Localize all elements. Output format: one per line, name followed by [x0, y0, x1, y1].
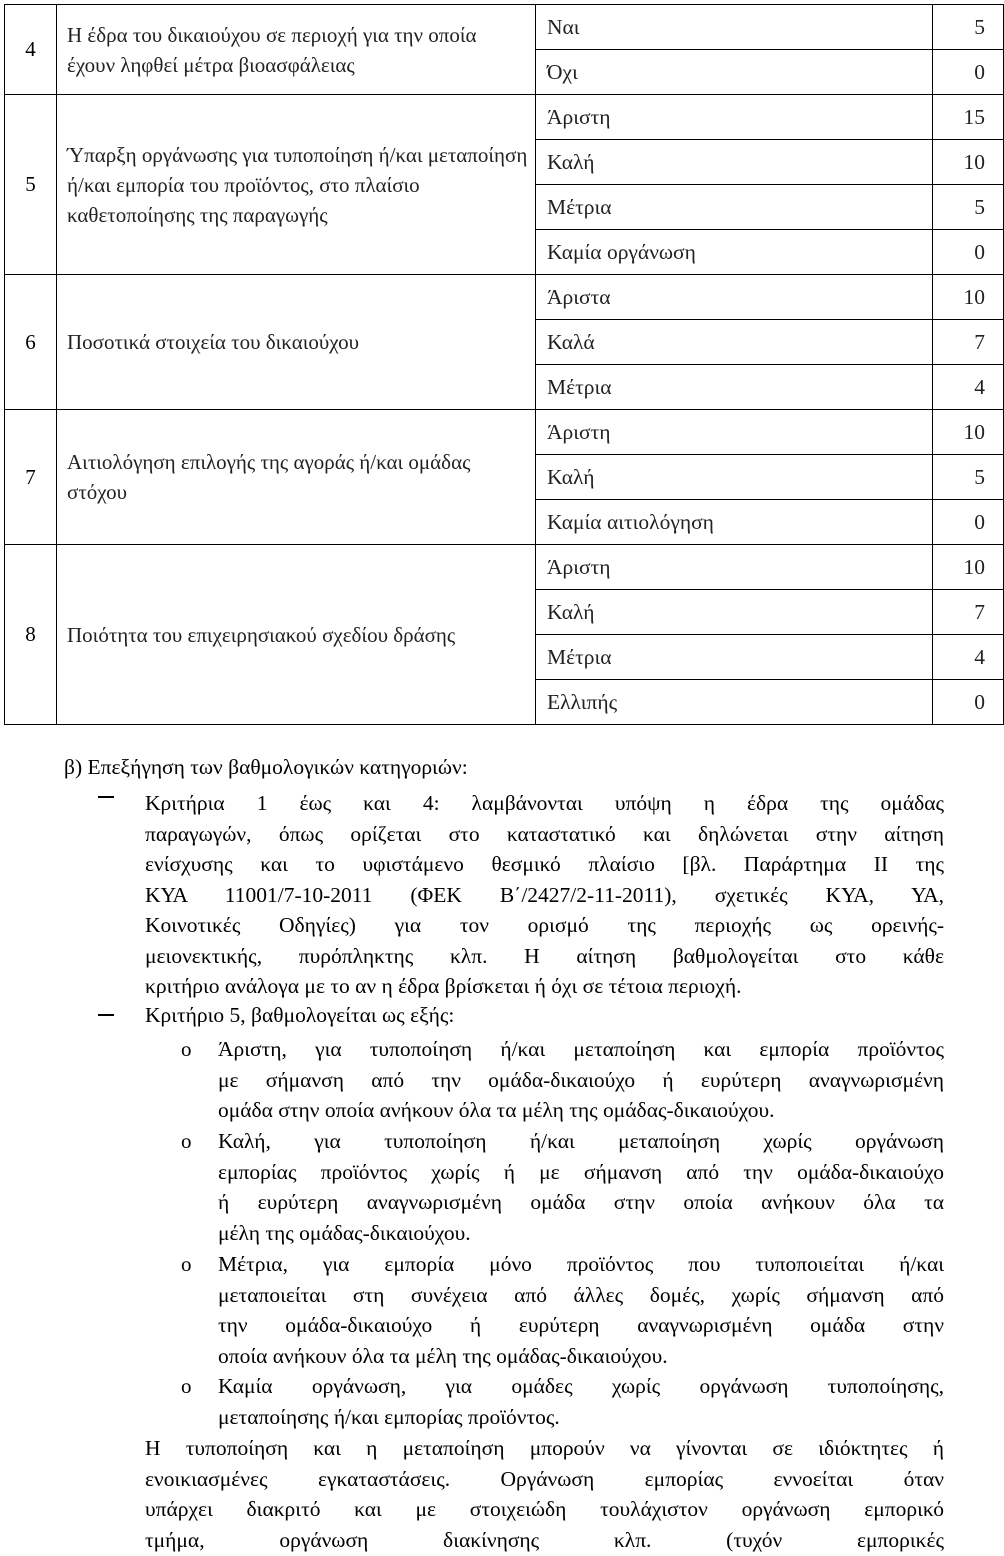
criterion-description: Ύπαρξη οργάνωσης για τυποποίηση ή/και μεταποίηση ή/και εμπορία του προϊόντος, στο πλαίσιο καθετοποίησης της παραγωγής [57, 95, 536, 275]
option-score: 0 [933, 500, 1004, 545]
bullet-text-line: Μέτρια, για εμπορία μόνο προϊόντος που τυποποιείται ή/και [218, 1252, 944, 1276]
option-label: Καμία οργάνωση [536, 230, 933, 275]
table-row [5, 545, 1004, 590]
bullet-text-line: εμπορίας προϊόντος χωρίς ή με σήμανση από την ομάδα-δικαιούχο [218, 1159, 944, 1184]
option-label: Άριστη [536, 410, 933, 455]
closing-line: τμήμα, οργάνωση διακίνησης κλπ. (τυχόν εμπορικές [145, 1527, 944, 1552]
bullet-text-line: Καμία οργάνωση, για ομάδες χωρίς οργάνωση τυποποίησης, [218, 1374, 944, 1398]
option-label: Μέτρια [536, 365, 933, 410]
option-label: Ελλιπής [536, 680, 933, 725]
option-label: Άριστη [536, 545, 933, 590]
bullet-text-line: μεταποίησης ή/και εμπορίας προϊόντος. [218, 1404, 560, 1429]
table-row [5, 95, 1004, 140]
option-label: Μέτρια [536, 185, 933, 230]
text-line: ΚΥΑ 11001/7-10-2011 (ΦΕΚ Β΄/2427/2-11-2011), σχετικές ΚΥΑ, ΥΑ, [145, 882, 944, 907]
option-label: Καλή [536, 455, 933, 500]
text-line: παραγωγών, όπως ορίζεται στο καταστατικό και δηλώνεται στην αίτηση [145, 821, 944, 846]
bullet-text-line: οποία ανήκουν όλα τα μέλη της ομάδας-δικαιούχου. [218, 1343, 668, 1368]
table-row [5, 275, 1004, 320]
criterion-number: 7 [5, 410, 57, 545]
bullet-text-line: την ομάδα-δικαιούχο ή ευρύτερη αναγνωρισμένη ομάδα στην [218, 1313, 944, 1337]
option-score: 10 [933, 545, 1004, 590]
criteria-table [4, 4, 1004, 725]
bullet-text-line: Άριστη, για τυποποίηση ή/και μεταποίηση και εμπορία προϊόντος [218, 1037, 944, 1061]
text-line: Κοινοτικές Οδηγίες) για τον ορισμό της περιοχής ως ορεινής- [145, 913, 944, 937]
dash-item-2: Κριτήριο 5, βαθμολογείται ως εξής: [145, 1003, 455, 1027]
dash-marker [98, 796, 114, 798]
option-label: Ναι [536, 5, 933, 50]
bullet-marker: o [181, 1374, 192, 1398]
section-heading: β) Επεξήγηση των βαθμολογικών κατηγοριών: [64, 755, 468, 779]
criterion-number: 8 [5, 545, 57, 725]
option-label: Καμία αιτιολόγηση [536, 500, 933, 545]
option-score: 7 [933, 590, 1004, 635]
option-score: 4 [933, 635, 1004, 680]
bullet-text-line: Καλή, για τυποποίηση ή/και μεταποίηση χωρίς οργάνωση [218, 1129, 944, 1153]
criterion-description: Ποσοτικά στοιχεία του δικαιούχου [57, 275, 536, 410]
criterion-description: Αιτιολόγηση επιλογής της αγοράς ή/και ομάδας στόχου [57, 410, 536, 545]
text-line: ενίσχυσης και το υφιστάμενο θεσμικό πλαίσιο [βλ. Παράρτημα ΙΙ της [145, 852, 944, 876]
text-line: κριτήριο ανάλογα με το αν η έδρα βρίσκεται ή όχι σε τέτοια περιοχή. [145, 974, 742, 998]
table-row [5, 410, 1004, 455]
bullet-marker: o [181, 1252, 192, 1276]
option-label: Καλή [536, 140, 933, 185]
criterion-number: 5 [5, 95, 57, 275]
text-line: Κριτήρια 1 έως και 4: λαμβάνονται υπόψη η έδρα της ομάδας [145, 791, 944, 815]
closing-line: Η τυποποίηση και η μεταποίηση μπορούν να γίνονται σε ιδιόκτητες ή [145, 1436, 944, 1460]
table-row [5, 5, 1004, 50]
bullet-text-line: με σήμανση από την ομάδα-δικαιούχο ή ευρύτερη αναγνωρισμένη [218, 1067, 944, 1092]
bullet-marker: o [181, 1037, 192, 1061]
criterion-number: 4 [5, 5, 57, 95]
closing-line: ενοικιασμένες εγκαταστάσεις. Οργάνωση εμπορίας εννοείται όταν [145, 1466, 944, 1491]
closing-line: υπάρχει διακριτό και με στοιχειώδη τουλάχιστον οργάνωση εμπορικό [145, 1497, 944, 1521]
bullet-text-line: μέλη της ομάδας-δικαιούχου. [218, 1220, 471, 1245]
option-label: Καλά [536, 320, 933, 365]
option-label: Άριστα [536, 275, 933, 320]
option-label: Άριστη [536, 95, 933, 140]
bullet-marker: o [181, 1129, 192, 1153]
bullet-text-line: μεταποιείται στη συνέχεια από άλλες δομές, χωρίς σήμανση από [218, 1282, 944, 1307]
criterion-description: Ποιότητα του επιχειρησιακού σχεδίου δράσης [57, 545, 536, 725]
option-score: 7 [933, 320, 1004, 365]
option-score: 0 [933, 230, 1004, 275]
option-score: 0 [933, 680, 1004, 725]
option-score: 5 [933, 5, 1004, 50]
dash-marker [98, 1014, 114, 1016]
criterion-number: 6 [5, 275, 57, 410]
text-line: μειονεκτικής, πυρόπληκτης κλπ. Η αίτηση βαθμολογείται στο κάθε [145, 943, 944, 968]
option-score: 15 [933, 95, 1004, 140]
option-score: 10 [933, 140, 1004, 185]
option-label: Όχι [536, 50, 933, 95]
option-label: Καλή [536, 590, 933, 635]
option-score: 10 [933, 275, 1004, 320]
option-score: 5 [933, 455, 1004, 500]
bullet-text-line: ομάδα στην οποία ανήκουν όλα τα μέλη της ομάδας-δικαιούχου. [218, 1098, 775, 1122]
option-score: 5 [933, 185, 1004, 230]
option-score: 10 [933, 410, 1004, 455]
option-score: 0 [933, 50, 1004, 95]
option-score: 4 [933, 365, 1004, 410]
criterion-description: Η έδρα του δικαιούχου σε περιοχή για την οποία έχουν ληφθεί μέτρα βιοασφάλειας [57, 5, 536, 95]
option-label: Μέτρια [536, 635, 933, 680]
bullet-text-line: ή ευρύτερη αναγνωρισμένη ομάδα στην οποία ανήκουν όλα τα [218, 1190, 944, 1214]
